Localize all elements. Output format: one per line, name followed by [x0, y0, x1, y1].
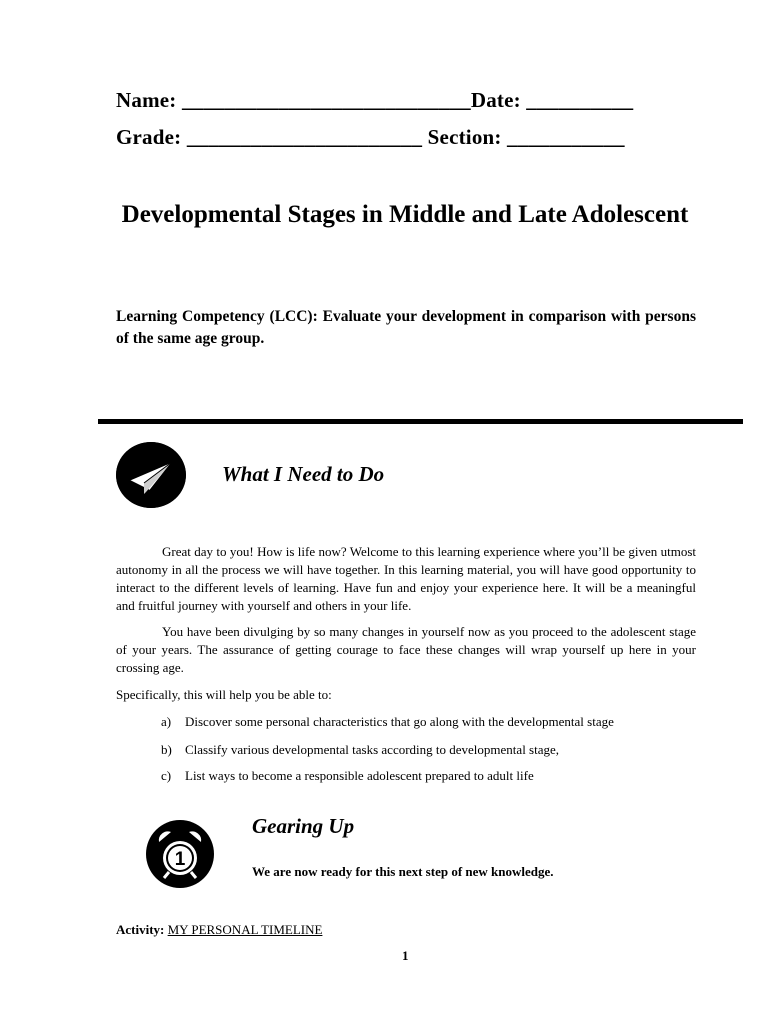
date-blank[interactable]: __________ [526, 88, 634, 112]
name-blank[interactable]: ___________________________ [181, 88, 471, 112]
objective-c [161, 768, 534, 784]
what-i-need-heading: What I Need to Do [222, 462, 385, 486]
objective-marker: c) [161, 768, 172, 783]
objective-marker: a) [161, 714, 172, 729]
grade-blank[interactable]: ______________________ [186, 125, 423, 149]
activity-label: Activity: [116, 922, 165, 937]
objective-b [161, 742, 559, 758]
section-divider [98, 419, 743, 424]
gearing-up-heading: Gearing Up [252, 814, 355, 838]
objective-marker: b) [161, 742, 172, 757]
document-title: Developmental Stages in Middle and Late Adolescent [121, 201, 689, 228]
section-blank[interactable]: ___________ [507, 125, 625, 149]
objective-a [161, 714, 614, 730]
grade-label: Grade: [116, 125, 182, 149]
alarm-clock-icon [145, 820, 215, 888]
objectives-intro: Specifically, this will help you be able to: [116, 687, 332, 702]
name-label: Name: [116, 88, 177, 112]
date-label: Date: [470, 88, 521, 112]
intro-paragraphs [116, 543, 696, 685]
intro-paragraph-2: You have been divulging by so many changes in yourself now as you proceed to the adolescent stage of your years. The assurance of getting courage to face these changes will wrap yourself up here in your crossing age. [116, 624, 696, 675]
gearing-up-subtitle: We are now ready for this next step of new knowledge. [252, 864, 554, 879]
learning-competency: Learning Competency (LCC): Evaluate your development in comparison with persons of the same age group. [116, 308, 696, 347]
objective-text: Classify various developmental tasks according to developmental stage, [185, 742, 560, 757]
objective-text: List ways to become a responsible adolescent prepared to adult life [185, 768, 534, 783]
paper-plane-icon [116, 442, 186, 508]
grade-section-line [116, 125, 625, 150]
activity-line [116, 922, 322, 938]
page-number: 1 [402, 948, 409, 963]
clock-number: 1 [174, 849, 186, 870]
intro-paragraph-1: Great day to you! How is life now? Welcome to this learning experience where you’ll be given utmost autonomy in all the process we will have together. In this learning material, you will have good opportunity to interact to the different levels of learning. Have fun and enjoy your experience here. It will be a meaningful and fruitful journey with yourself and others in your life. [116, 544, 696, 613]
objective-text: Discover some personal characteristics that go along with the developmental stage [185, 714, 614, 729]
activity-name: MY PERSONAL TIMELINE [167, 922, 323, 937]
section-label: Section: [427, 125, 502, 149]
name-date-line [116, 88, 633, 113]
